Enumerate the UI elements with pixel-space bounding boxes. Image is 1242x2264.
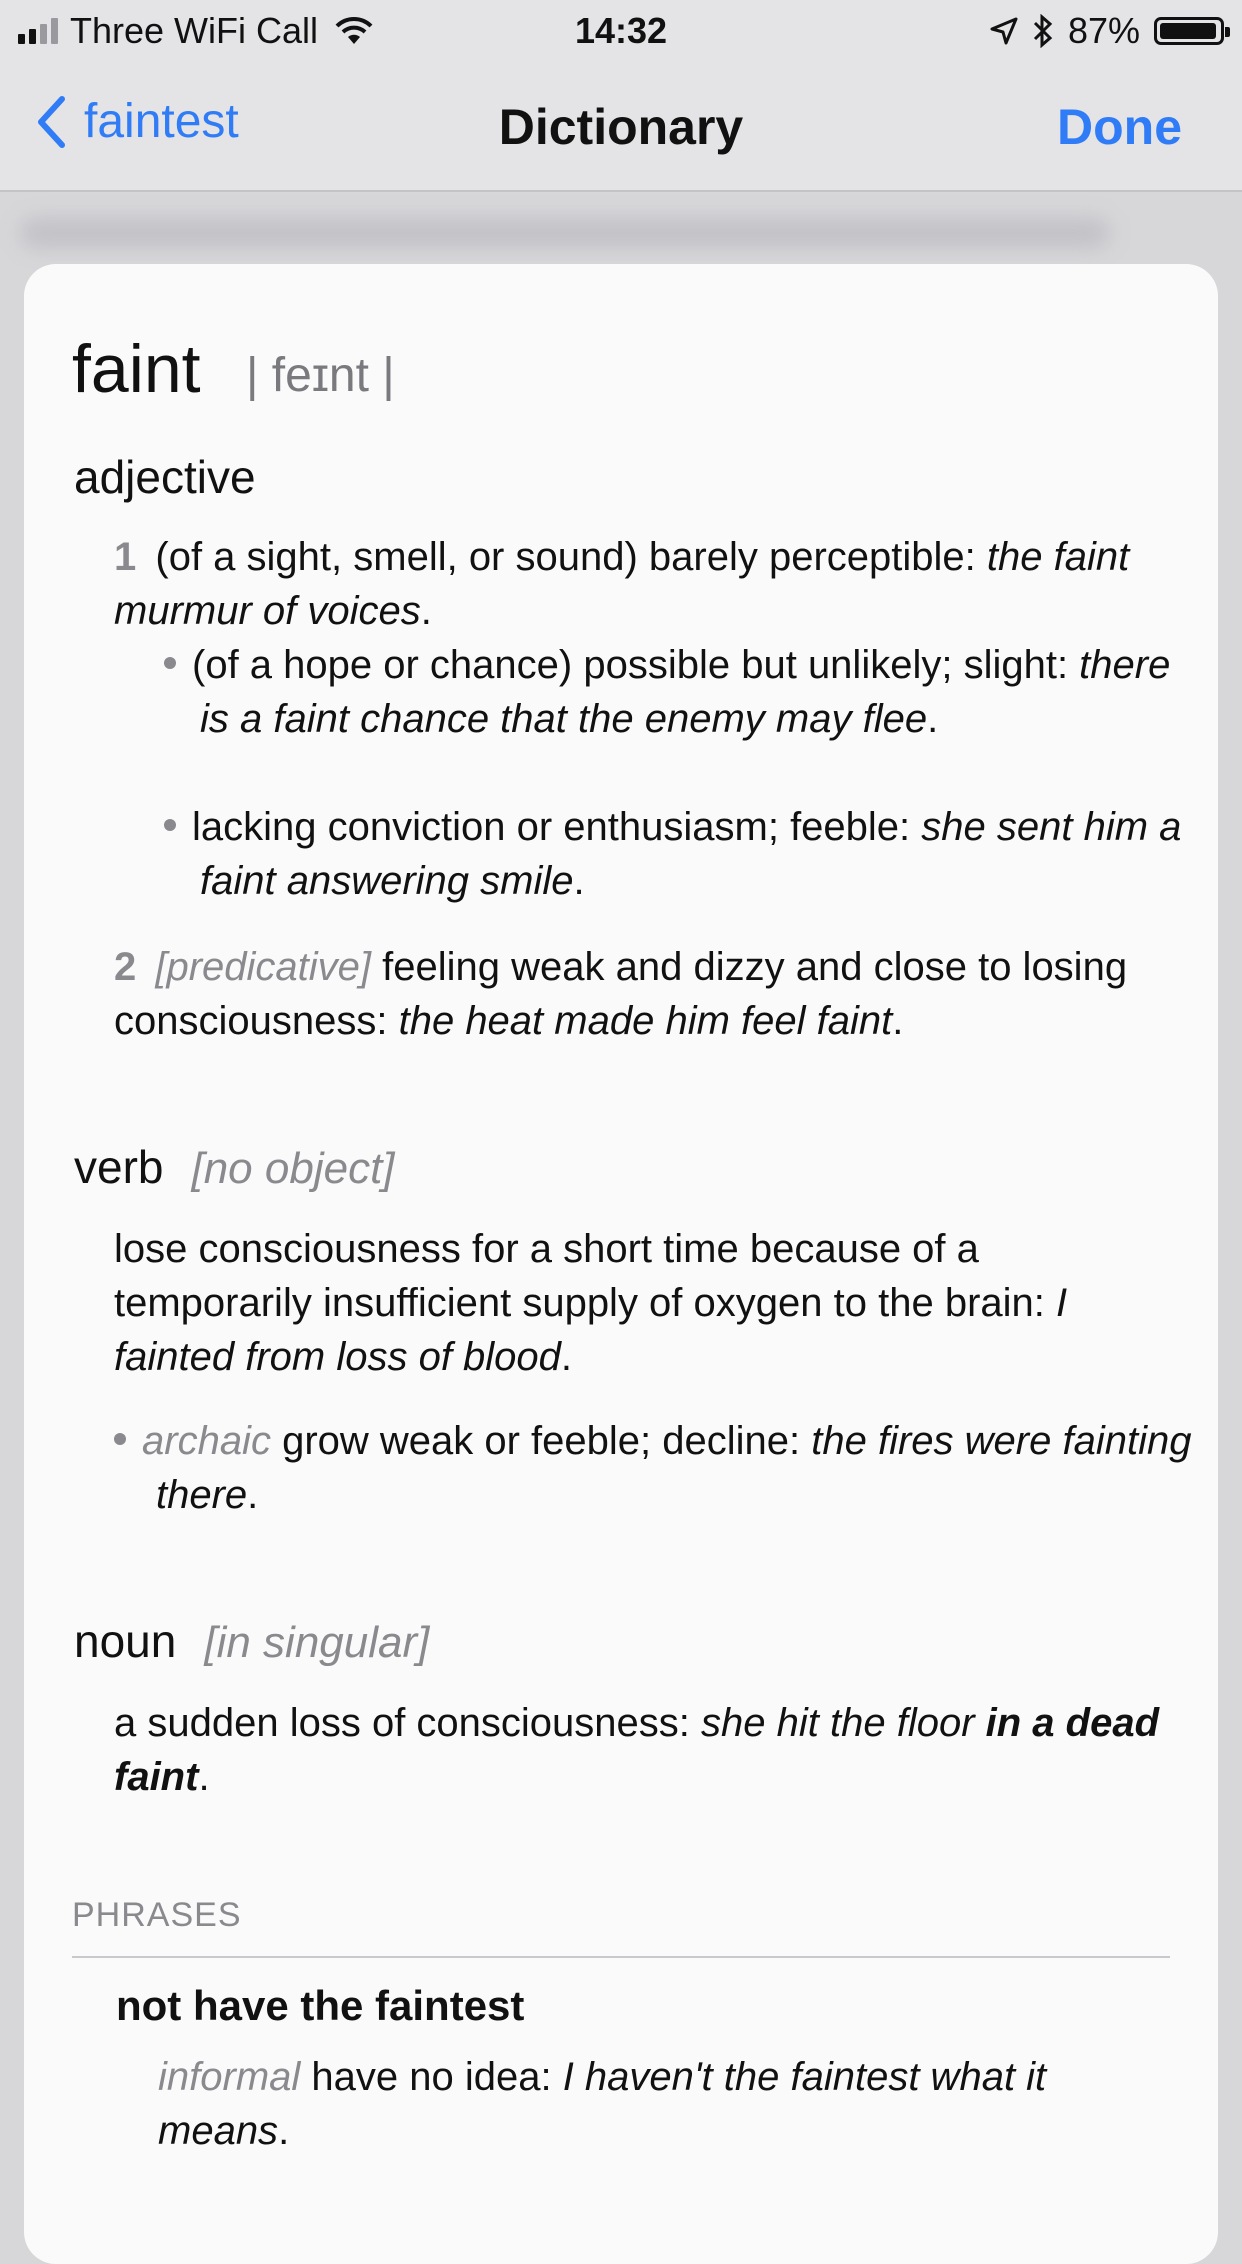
sense-example: she hit the floor — [701, 1701, 986, 1745]
pos-verb-line — [74, 1140, 395, 1194]
carrier-label: Three WiFi Call — [70, 10, 319, 51]
location-icon — [990, 17, 1018, 45]
sense-definition: a sudden loss of consciousness: — [114, 1701, 702, 1745]
adjective-sense-1: 1 (of a sight, smell, or sound) barely perceptible: the faint murmur of voices. — [114, 535, 1130, 633]
headword: faint — [72, 331, 201, 407]
subsense-example: she sent him a faint answering smile — [200, 805, 1182, 903]
done-button[interactable]: Done — [1057, 99, 1182, 155]
adjective-sense-2: 2 [predicative] feeling weak and dizzy and close to losing consciousness: the heat made him feel faint. — [114, 945, 1128, 1043]
bullet-icon — [164, 819, 176, 831]
grammar-note: [in singular] — [204, 1618, 430, 1667]
subsense-example: there is a faint chance that the enemy may flee — [200, 643, 1171, 741]
sense-definition: (of a sight, smell, or sound) barely perceptible: — [155, 535, 987, 579]
sense-example: the faint murmur of voices — [114, 535, 1130, 633]
sense-number: 1 — [114, 535, 137, 579]
subsense-definition: (of a hope or chance) possible but unlikely; slight: — [192, 643, 1080, 687]
adjective-subsense-2: lacking conviction or enthusiasm; feeble: she sent him a faint answering smile. — [160, 800, 1210, 908]
register-label: informal — [158, 2055, 301, 2099]
pos-verb: verb — [74, 1141, 164, 1193]
sense-example-phrase: in a dead faint — [114, 1701, 1160, 1799]
pos-adjective: adjective — [74, 451, 256, 503]
pos-noun: noun — [74, 1615, 177, 1667]
status-time: 14:32 — [574, 10, 668, 51]
adjective-subsense-1: (of a hope or chance) possible but unlikely; slight: there is a faint chance that the enemy may flee. — [160, 638, 1210, 746]
phrases-heading: PHRASES — [72, 1896, 242, 1934]
phrase-definition: have no idea: — [300, 2055, 563, 2099]
noun-sense: a sudden loss of consciousness: she hit the floor in a dead faint. — [114, 1701, 1160, 1799]
status-right — [990, 10, 1224, 52]
register-label: archaic — [142, 1419, 271, 1463]
blurred-background — [20, 218, 1110, 248]
subsense-definition: grow weak or feeble; decline: — [270, 1419, 812, 1463]
verb-subsense: archaic grow weak or feeble; decline: the fires were fainting there. — [114, 1414, 1216, 1522]
phrases-divider — [72, 1956, 1170, 1958]
subsense-example: the fires were fainting there — [156, 1419, 1192, 1517]
battery-icon — [1154, 17, 1224, 45]
phrase-example: I haven't the faintest what it means — [158, 2055, 1047, 2153]
sense-definition: feeling weak and dizzy and close to losing consciousness: — [114, 945, 1128, 1043]
battery-percent: 87% — [1067, 10, 1140, 51]
bullet-icon — [114, 1433, 126, 1445]
grammar-note: [no object] — [191, 1144, 395, 1193]
bluetooth-icon — [1032, 14, 1054, 48]
sense-definition: lose consciousness for a short time because of a temporarily insufficient supply of oxygen to the brain: — [114, 1227, 1056, 1325]
pos-noun-line — [74, 1614, 429, 1668]
status-bar — [0, 0, 1242, 64]
navigation-bar — [0, 64, 1242, 192]
bullet-icon — [164, 657, 176, 669]
verb-sense: lose consciousness for a short time because of a temporarily insufficient supply of oxygen to the brain: I fainted from loss of blood. — [114, 1227, 1068, 1379]
nav-title: Dictionary — [498, 99, 744, 155]
pronunciation: | feɪnt | — [246, 349, 395, 402]
sense-example: the heat made him feel faint — [398, 999, 893, 1043]
phrase-sense: informal have no idea: I haven't the faintest what it means. — [158, 2055, 1047, 2153]
phrase-title: not have the faintest — [116, 1982, 525, 2029]
sense-example: I fainted from loss of blood — [114, 1281, 1068, 1379]
grammar-label: [predicative] — [155, 945, 372, 989]
back-label: faintest — [84, 95, 239, 148]
subsense-definition: lacking conviction or enthusiasm; feeble: — [192, 805, 922, 849]
sense-number: 2 — [114, 945, 137, 989]
